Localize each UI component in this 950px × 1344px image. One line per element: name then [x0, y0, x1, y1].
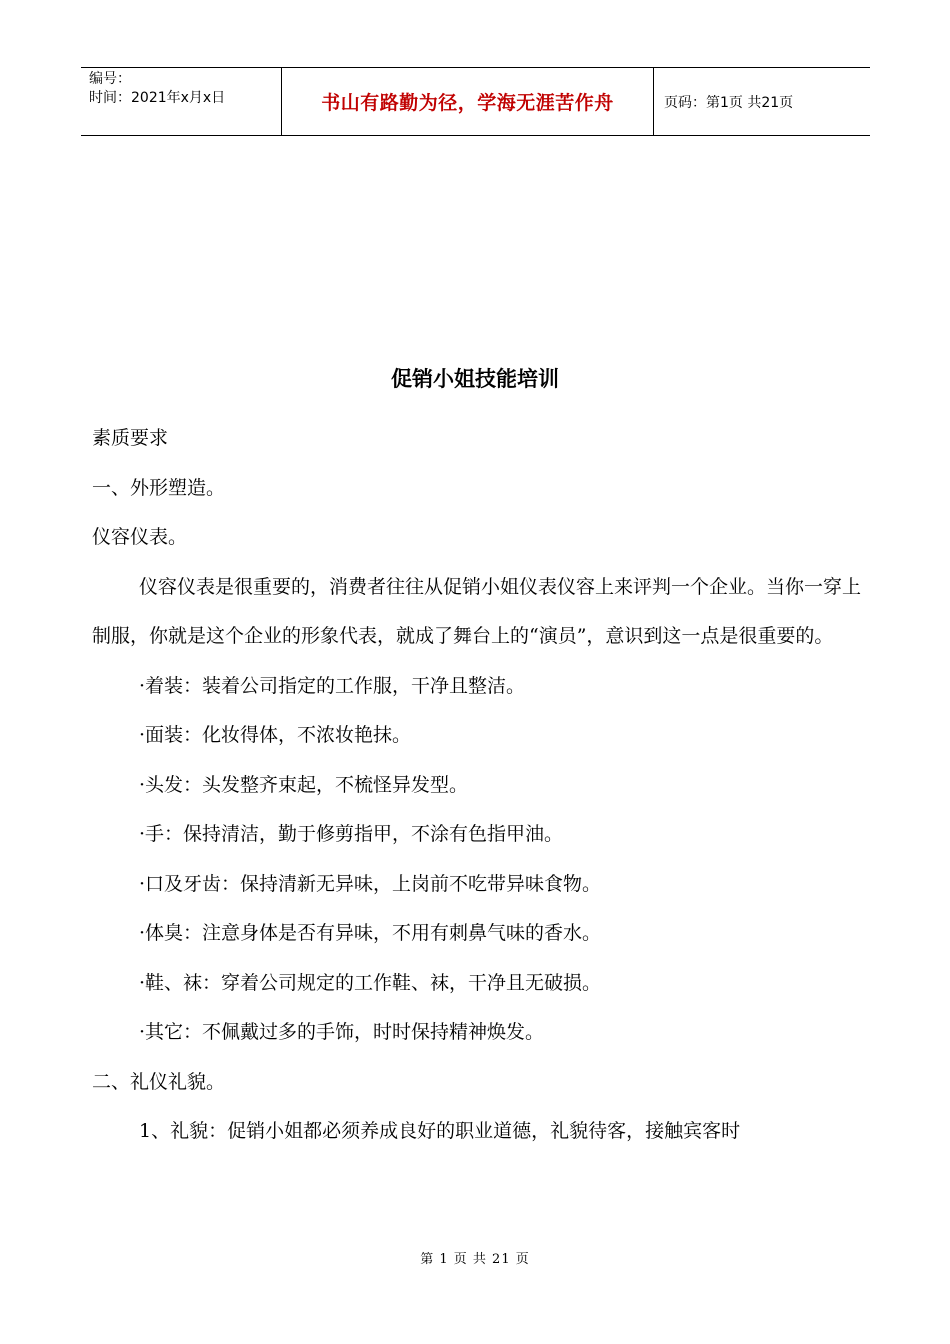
list-item: ·头发：头发整齐束起，不梳怪异发型。: [139, 773, 469, 796]
page-footer: 第 1 页 共 21 页: [420, 1252, 530, 1267]
document-date-label: 时间：2021年x月x日: [89, 90, 226, 106]
list-item: ·鞋、袜：穿着公司规定的工作鞋、袜，干净且无破损。: [139, 971, 602, 994]
list-item: ·其它：不佩戴过多的手饰，时时保持精神焕发。: [139, 1021, 545, 1043]
document-body: [92, 414, 872, 1157]
list-item: ·体臭：注意身体是否有异味，不用有刺鼻气味的香水。: [139, 922, 602, 944]
header-page-info: 页码：第1页 共21页: [664, 94, 794, 111]
document-number-label: 编号：: [89, 71, 131, 87]
list-item: ·手：保持清洁，勤于修剪指甲，不涂有色指甲油。: [139, 823, 564, 845]
section-heading-quality: 素质要求: [92, 427, 169, 449]
list-item: ·着装：装着公司指定的工作服，干净且整洁。: [139, 674, 526, 697]
document-title: 促销小姐技能培训: [391, 367, 559, 391]
page-header: [81, 67, 870, 136]
section-heading-appearance: 一、外形塑造。: [92, 476, 226, 499]
list-item: ·面装：化妆得体，不浓妆艳抹。: [139, 724, 412, 746]
paragraph-courtesy: 1、礼貌：促销小姐都必须养成良好的职业道德，礼貌待客，接触宾客时: [139, 1120, 741, 1142]
list-item: ·口及牙齿：保持清新无异味，上岗前不吃带异味食物。: [139, 872, 602, 895]
paragraph-grooming: 仪容仪表是很重要的，消费者往往从促销小姐仪表仪容上来评判一个企业。当你一穿上制服，你就是这个企业的形象代表，就成了舞台上的“演员”，意识到这一点是很重要的。: [92, 575, 862, 647]
section-heading-etiquette: 二、礼仪礼貌。: [92, 1070, 226, 1093]
subheading-grooming: 仪容仪表。: [92, 526, 188, 548]
header-meta-cell: [81, 68, 282, 135]
header-motto: 书山有路勤为径，学海无涯苦作舟: [282, 68, 654, 135]
